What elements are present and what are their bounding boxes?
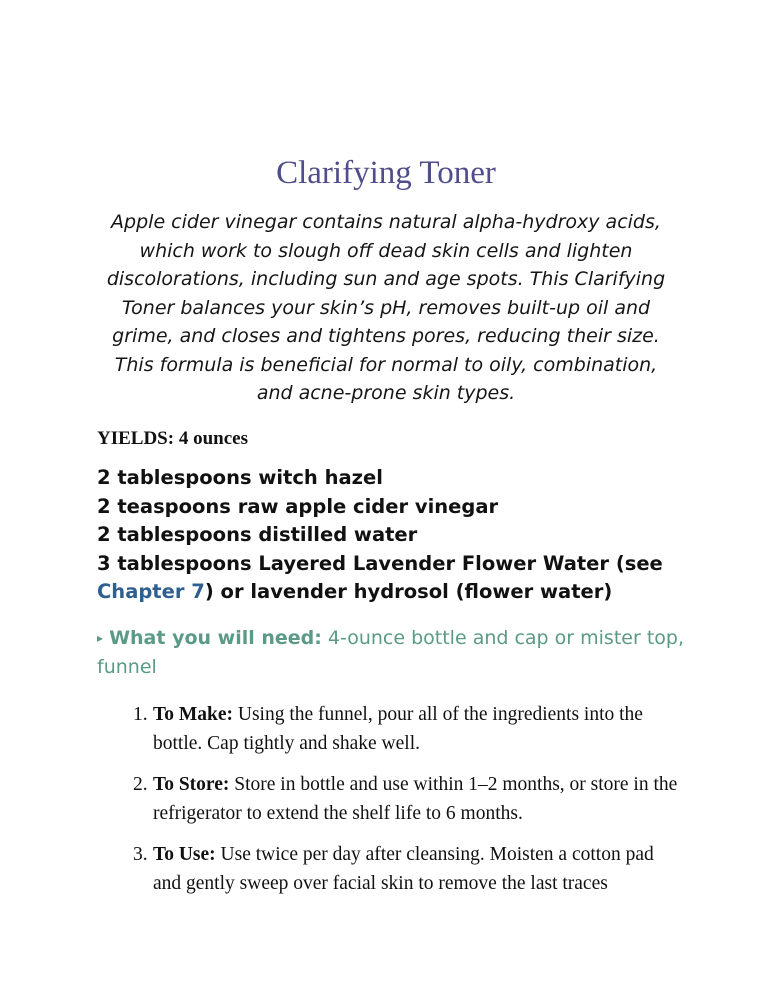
instruction-step	[0, 840, 678, 898]
recipe-title: Clarifying Toner	[276, 155, 496, 191]
ingredient-item: 2 tablespoons distilled water	[97, 523, 418, 546]
step-text: Use twice per day after cleansing. Moisten a cotton pad and gently sweep over facial skin to remove the last traces	[153, 844, 654, 894]
step-number: 2.	[133, 774, 148, 795]
step-heading: To Use:	[153, 844, 216, 865]
ingredient-text: 3 tablespoons Layered Lavender Flower Water (see	[97, 551, 663, 575]
step-number: 3.	[133, 844, 148, 865]
ingredient-item: 2 teaspoons raw apple cider vinegar	[97, 494, 499, 518]
step-heading: To Make:	[153, 704, 233, 725]
step-number: 1.	[133, 704, 148, 725]
what-you-need-text: 4-ounce bottle and cap or mister top, funnel	[97, 627, 684, 678]
ingredient-item	[97, 550, 697, 607]
recipe-intro: Apple cider vinegar contains natural alpha-hydroxy acids, which work to slough off dead skin cells and lighten discolorations, including sun and age spots. This Clarifying Toner balances your skin’s pH, removes built-up oil and grime, and closes and tightens pores, reducing their size. This formula is beneficial for normal to oily, combination, and acne-prone skin types.	[106, 211, 666, 404]
ingredient-list	[97, 464, 697, 607]
instruction-steps	[0, 700, 772, 910]
recipe-yields: YIELDS: 4 ounces	[97, 428, 248, 449]
step-text: Using the funnel, pour all of the ingredients into the bottle. Cap tightly and shake well.	[153, 704, 643, 754]
chapter-7-link[interactable]: Chapter 7	[97, 580, 205, 603]
instruction-step	[0, 700, 678, 758]
step-text: Store in bottle and use within 1–2 months, or store in the refrigerator to extend the shelf life to 6 months.	[153, 774, 678, 824]
what-you-need-label: What you will need:	[109, 627, 322, 649]
ingredient-text: ) or lavender hydrosol (flower water)	[204, 580, 613, 603]
instruction-step	[0, 770, 678, 828]
step-heading: To Store:	[153, 774, 230, 795]
ingredient-item: 2 tablespoons witch hazel	[97, 466, 383, 489]
triangle-bullet-icon: ▸	[97, 631, 104, 645]
what-you-need	[97, 624, 697, 682]
